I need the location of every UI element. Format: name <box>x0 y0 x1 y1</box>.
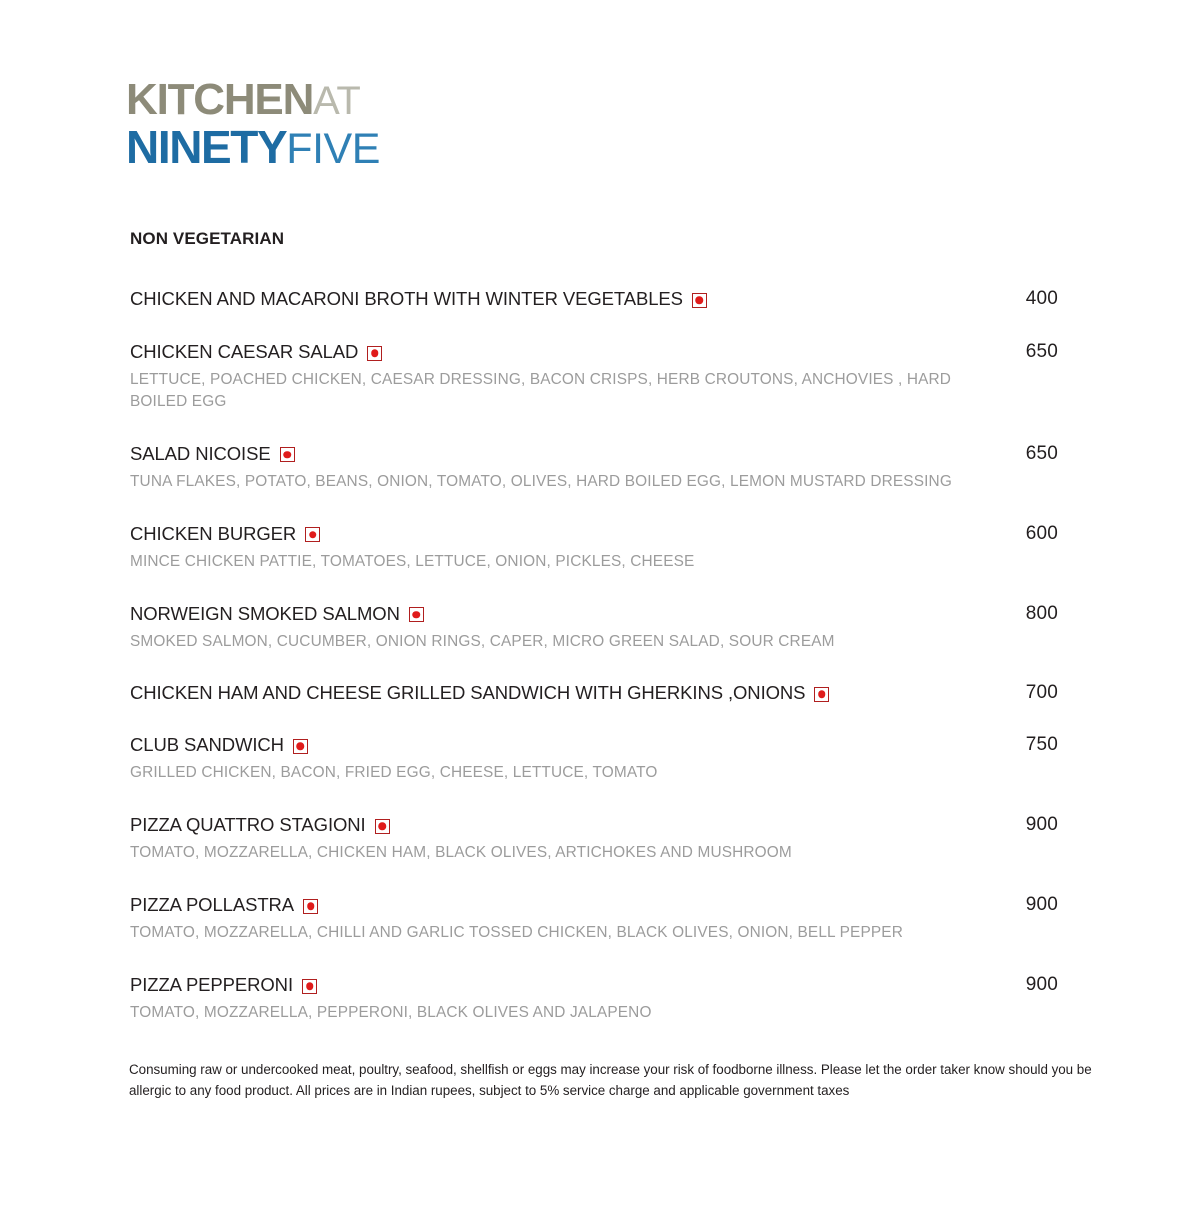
menu-item-price: 900 <box>1025 894 1058 916</box>
menu-item-description: TOMATO, MOZZARELLA, CHICKEN HAM, BLACK OLIVES, ARTICHOKES AND MUSHROOM <box>130 844 792 862</box>
menu-item-header <box>130 814 1058 836</box>
logo-line-one <box>126 75 380 124</box>
section-heading-non-vegetarian: NON VEGETARIAN <box>130 229 285 248</box>
non-veg-marker-icon <box>375 819 390 834</box>
menu-item <box>130 974 1058 1024</box>
menu-item-header <box>130 682 1058 704</box>
menu-item-description: TOMATO, MOZZARELLA, PEPPERONI, BLACK OLIVES AND JALAPENO <box>130 1004 652 1021</box>
footer-disclaimer: Consuming raw or undercooked meat, poultry, seafood, shellfish or eggs may increase your risk of foodborne illness. Please let the order taker know should you be allergic to any food product. All prices are in Indian rupees, subject to 5% service charge and applicable government taxes <box>129 1062 1092 1098</box>
non-veg-marker-icon <box>302 979 317 994</box>
menu-item <box>130 894 1058 944</box>
menu-item-name-group <box>130 894 976 916</box>
menu-item-price: 650 <box>1025 341 1058 362</box>
logo-line-two <box>126 121 380 173</box>
menu-item-description: GRILLED CHICKEN, BACON, FRIED EGG, CHEESE, LETTUCE, TOMATO <box>130 764 658 782</box>
menu-item <box>130 288 1058 310</box>
menu-item-name-group <box>130 341 976 363</box>
non-veg-marker-icon <box>280 447 295 462</box>
menu-item-header <box>130 341 1058 363</box>
logo-text-at: AT <box>313 79 361 123</box>
menu-item-name: CLUB SANDWICH <box>130 734 284 756</box>
logo-text-kitchen: KITCHEN <box>126 75 314 124</box>
menu-item-price: 800 <box>1025 602 1058 624</box>
non-veg-marker-icon <box>293 739 308 754</box>
logo-text-ninety: NINETY <box>126 121 287 173</box>
menu-item-price: 750 <box>1025 734 1058 756</box>
menu-item <box>130 523 1058 573</box>
menu-item-name: CHICKEN CAESAR SALAD <box>130 341 359 362</box>
non-veg-marker-icon <box>692 293 707 308</box>
menu-item-description: TUNA FLAKES, POTATO, BEANS, ONION, TOMATO, OLIVES, HARD BOILED EGG, LEMON MUSTARD DRESSING <box>130 472 952 490</box>
menu-item <box>130 682 1058 704</box>
menu-item-name: NORWEIGN SMOKED SALMON <box>130 602 400 624</box>
non-veg-marker-icon <box>305 527 320 542</box>
menu-item-name-group <box>130 603 976 625</box>
menu-item <box>130 734 1058 784</box>
menu-item-description: SMOKED SALMON, CUCUMBER, ONION RINGS, CAPER, MICRO GREEN SALAD, SOUR CREAM <box>130 632 835 650</box>
menu-item <box>130 443 1058 493</box>
menu-item-price: 900 <box>1025 974 1058 995</box>
menu-item-name-group <box>130 523 976 545</box>
menu-item-price: 650 <box>1025 442 1058 464</box>
menu-item-name-group <box>130 288 976 310</box>
menu-item-name: CHICKEN HAM AND CHEESE GRILLED SANDWICH WITH GHERKINS ,ONIONS <box>130 682 806 704</box>
non-veg-marker-icon <box>303 899 318 914</box>
non-veg-marker-icon <box>814 687 829 702</box>
menu-item-price: 900 <box>1025 814 1058 836</box>
menu-item-name-group <box>130 443 976 465</box>
menu-item <box>130 814 1058 864</box>
menu-item-name: CHICKEN AND MACARONI BROTH WITH WINTER VEGETABLES <box>130 288 683 309</box>
menu-item-name: CHICKEN BURGER <box>130 522 297 544</box>
menu-item-name: PIZZA PEPPERONI <box>130 974 293 995</box>
menu-item-name: SALAD NICOISE <box>130 442 271 464</box>
menu-item-price: 400 <box>1025 288 1058 309</box>
menu-item <box>130 603 1058 653</box>
menu-item-header <box>130 894 1058 916</box>
menu-item-name-group <box>130 682 976 704</box>
logo-text-five: FIVE <box>286 125 380 173</box>
menu-item-name-group <box>130 974 976 996</box>
menu-item-description: MINCE CHICKEN PATTIE, TOMATOES, LETTUCE, ONION, PICKLES, CHEESE <box>130 552 695 570</box>
menu-item-description: TOMATO, MOZZARELLA, CHILLI AND GARLIC TOSSED CHICKEN, BLACK OLIVES, ONION, BELL PEPPER <box>130 924 903 942</box>
menu-item-price: 700 <box>1025 682 1058 704</box>
non-veg-marker-icon <box>367 346 382 361</box>
menu-item <box>130 341 1058 413</box>
menu-item-header <box>130 603 1058 625</box>
menu-item-list <box>130 288 1058 1024</box>
menu-item-header <box>130 974 1058 996</box>
menu-item-header <box>130 288 1058 310</box>
menu-item-description: LETTUCE, POACHED CHICKEN, CAESAR DRESSING, BACON CRISPS, HERB CROUTONS, ANCHOVIES , HARD BOILED EGG <box>130 371 952 410</box>
menu-item-header <box>130 734 1058 756</box>
menu-item-name: PIZZA POLLASTRA <box>130 894 295 916</box>
menu-item-header <box>130 443 1058 465</box>
menu-item-name-group <box>130 734 976 756</box>
non-veg-marker-icon <box>409 607 424 622</box>
menu-item-name: PIZZA QUATTRO STAGIONI <box>130 814 366 836</box>
restaurant-logo <box>126 75 380 173</box>
menu-item-name-group <box>130 814 976 836</box>
menu-item-price: 600 <box>1025 522 1058 544</box>
menu-item-header <box>130 523 1058 545</box>
